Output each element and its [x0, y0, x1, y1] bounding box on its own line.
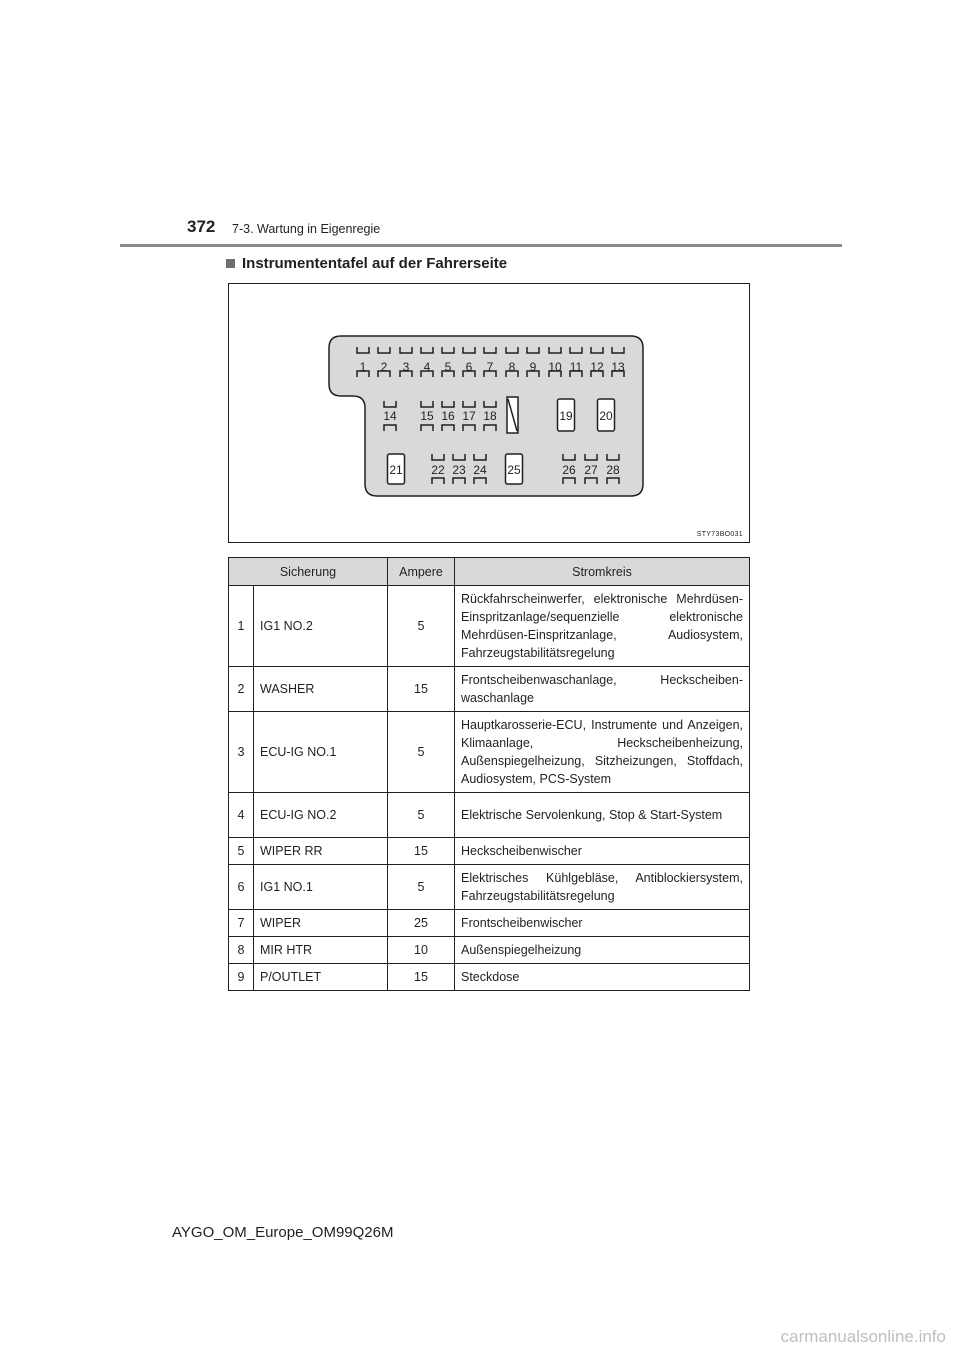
fuse-number: 7: [229, 910, 254, 937]
fuse-ampere: 5: [388, 793, 455, 838]
fuse-name: IG1 NO.2: [254, 586, 388, 667]
fuse-slot-label: 26: [562, 463, 576, 477]
fuse-slot-label: 1: [359, 360, 367, 374]
fuse-ampere: 15: [388, 667, 455, 712]
bullet-square-icon: [226, 259, 235, 268]
fuse-ampere: 10: [388, 937, 455, 964]
table-row: [229, 667, 750, 712]
fuse-slot-label: 21: [389, 463, 403, 477]
fuse-slot-label: 12: [590, 360, 604, 374]
empty-slot: [507, 397, 518, 433]
fuse-name: IG1 NO.1: [254, 865, 388, 910]
fuse-slot-label: 5: [444, 360, 452, 374]
header-circuit: Stromkreis: [455, 558, 750, 586]
table-row: [229, 793, 750, 838]
fuse-ampere: 5: [388, 712, 455, 793]
header-ampere: Ampere: [388, 558, 455, 586]
fuse-slot-label: 17: [462, 409, 476, 423]
fuse-name: ECU-IG NO.1: [254, 712, 388, 793]
table-row: [229, 910, 750, 937]
fuse-circuit: Elektrische Servolenkung, Stop & Start-System: [455, 793, 750, 838]
fuse-box-diagram: [229, 284, 749, 542]
fuse-table: [228, 557, 750, 991]
header-fuse: Sicherung: [229, 558, 388, 586]
fuse-box-figure: [228, 283, 750, 543]
fuse-ampere: 25: [388, 910, 455, 937]
fuse-number: 9: [229, 964, 254, 991]
fuse-slot-label: 3: [402, 360, 410, 374]
fuse-number: 4: [229, 793, 254, 838]
fuse-number: 3: [229, 712, 254, 793]
fuse-slot-label: 9: [529, 360, 537, 374]
fuse-slot-label: 7: [486, 360, 494, 374]
section-title: 7-3. Wartung in Eigenregie: [232, 222, 381, 236]
fuse-slot-label: 13: [611, 360, 625, 374]
fuse-slot-label: 25: [507, 463, 521, 477]
fuse-circuit: Hauptkarosserie-ECU, Instrumente und Anzeigen, Klimaanlage, Heckscheibenheizung, Außenspiegelheizung, Sitzheizungen, Stoffdach, Audiosystem, PCS-System: [455, 712, 750, 793]
fuse-circuit: Frontscheibenwischer: [455, 910, 750, 937]
subsection-heading: [226, 255, 507, 272]
fuse-number: 2: [229, 667, 254, 712]
fuse-slot-label: 14: [383, 409, 397, 423]
fuse-circuit: Elektrisches Kühlgebläse, Antiblockiersystem, Fahrzeugstabilitätsregelung: [455, 865, 750, 910]
fuse-slot-label: 24: [473, 463, 487, 477]
fuse-number: 8: [229, 937, 254, 964]
fuse-slot-label: 18: [483, 409, 497, 423]
fuse-name: MIR HTR: [254, 937, 388, 964]
fuse-name: WASHER: [254, 667, 388, 712]
fuse-slot-label: 19: [559, 409, 573, 423]
figure-code: STY73BO031: [696, 531, 743, 538]
fuse-slot-label: 8: [508, 360, 516, 374]
watermark: carmanualsonline.info: [780, 1327, 946, 1346]
fuse-slot-label: 23: [452, 463, 466, 477]
fuse-slot-label: 11: [569, 360, 583, 374]
subsection-heading-text: Instrumententafel auf der Fahrerseite: [242, 255, 508, 272]
fuse-slot-label: 20: [599, 409, 613, 423]
fuse-slot-label: 28: [606, 463, 620, 477]
table-row: [229, 964, 750, 991]
fuse-slot-label: 27: [584, 463, 598, 477]
fuse-slot-label: 15: [420, 409, 434, 423]
fuse-ampere: 5: [388, 865, 455, 910]
fuse-circuit: Steckdose: [455, 964, 750, 991]
fuse-slot-label: 22: [431, 463, 445, 477]
fuse-circuit: Rückfahrscheinwerfer, elektronische Mehrdüsen-Einspritzanlage/sequenzielle elektronische Mehrdüsen-Einspritzanlage, Audiosystem, Fahrzeugstabilitätsregelung: [455, 586, 750, 667]
fuse-circuit: Frontscheibenwaschanlage, Heckscheibenwaschanlage: [455, 667, 750, 712]
fuse-number: 1: [229, 586, 254, 667]
table-row: [229, 712, 750, 793]
table-row: [229, 586, 750, 667]
table-row: [229, 937, 750, 964]
fuse-circuit: Heckscheibenwischer: [455, 838, 750, 865]
fuse-slot-label: 2: [380, 360, 388, 374]
header-divider: [120, 244, 842, 247]
fuse-ampere: 5: [388, 586, 455, 667]
fuse-ampere: 15: [388, 838, 455, 865]
table-row: [229, 865, 750, 910]
table-row: [229, 838, 750, 865]
document-footer: AYGO_OM_Europe_OM99Q26M: [172, 1224, 394, 1241]
fuse-ampere: 15: [388, 964, 455, 991]
fuse-slot-label: 6: [465, 360, 473, 374]
fuse-slot-label: 10: [548, 360, 562, 374]
page-number: 372: [187, 217, 216, 236]
fuse-number: 5: [229, 838, 254, 865]
fuse-name: WIPER RR: [254, 838, 388, 865]
fuse-number: 6: [229, 865, 254, 910]
fuse-name: P/OUTLET: [254, 964, 388, 991]
fuse-table-header-row: [229, 558, 750, 586]
fuse-slot-label: 4: [423, 360, 431, 374]
fuse-name: ECU-IG NO.2: [254, 793, 388, 838]
fuse-name: WIPER: [254, 910, 388, 937]
fuse-slot-label: 16: [441, 409, 455, 423]
fuse-circuit: Außenspiegelheizung: [455, 937, 750, 964]
